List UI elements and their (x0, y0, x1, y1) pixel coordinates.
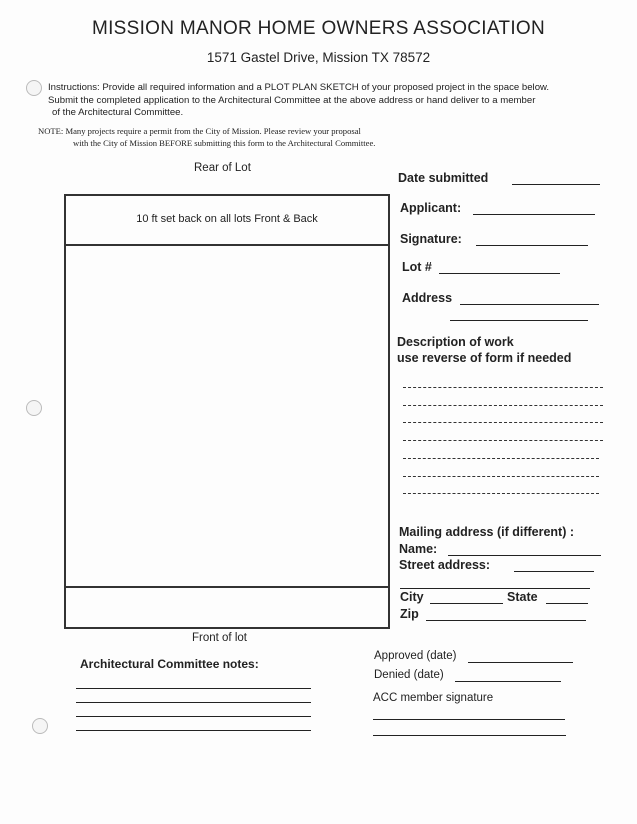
name-label: Name: (399, 542, 438, 556)
instructions-line: Instructions: Provide all required information and a PLOT PLAN SKETCH of your proposed project in the space below. (48, 82, 550, 93)
applicant-label: Applicant: (400, 201, 462, 215)
lot-number-field[interactable] (439, 273, 560, 274)
date-submitted-label: Date submitted (398, 171, 489, 185)
signature-label: Signature: (400, 232, 462, 246)
permit-note (38, 126, 598, 150)
mailing-address-label: Mailing address (if different) : (399, 525, 575, 539)
description-line[interactable] (403, 458, 599, 459)
applicant-field[interactable] (473, 214, 595, 215)
association-address: 1571 Gastel Drive, Mission TX 78572 (206, 50, 431, 65)
acc-signature-line[interactable] (373, 719, 565, 720)
city-label: City (400, 590, 424, 604)
zip-field[interactable] (426, 620, 586, 621)
punch-hole (26, 400, 42, 416)
instructions (48, 82, 608, 120)
description-line[interactable] (403, 440, 603, 441)
state-field[interactable] (546, 603, 588, 604)
street-address-label: Street address: (399, 558, 491, 572)
committee-notes-line[interactable] (76, 702, 311, 703)
committee-notes-line[interactable] (76, 716, 311, 717)
description-line[interactable] (403, 476, 599, 477)
description-line[interactable] (403, 387, 603, 388)
street-address-field-line2[interactable] (400, 588, 590, 589)
description-line[interactable] (403, 405, 603, 406)
state-label: State (507, 590, 538, 604)
instructions-line: Submit the completed application to the Architectural Committee at the above address or hand deliver to a member (48, 94, 536, 106)
note-line: with the City of Mission BEFORE submitting this form to the Architectural Committee. (73, 137, 376, 148)
front-of-lot-label: Front of lot (192, 632, 247, 644)
setback-text: 10 ft set back on all lots Front & Back (136, 213, 318, 225)
approved-label: Approved (date) (374, 650, 457, 662)
denied-label: Denied (date) (374, 669, 444, 681)
instructions-line: of the Architectural Committee. (52, 107, 184, 119)
address-field[interactable] (460, 304, 599, 305)
address-field-line2[interactable] (450, 320, 588, 321)
date-submitted-field[interactable] (512, 184, 600, 185)
lot-number-label: Lot # (402, 260, 432, 274)
rear-setback-area (66, 196, 388, 246)
city-field[interactable] (430, 603, 503, 604)
approved-date-field[interactable] (468, 662, 573, 663)
zip-label: Zip (400, 607, 419, 621)
street-address-field[interactable] (514, 571, 594, 572)
page-title: MISSION MANOR HOME OWNERS ASSOCIATION (91, 18, 546, 39)
address-label: Address (402, 291, 453, 305)
acc-signature-line[interactable] (373, 735, 566, 736)
description-line[interactable] (403, 422, 603, 423)
front-setback-line (66, 586, 388, 588)
rear-of-lot-label: Rear of Lot (194, 162, 251, 174)
committee-notes-line[interactable] (76, 688, 311, 689)
description-hint: use reverse of form if needed (397, 351, 572, 365)
acc-signature-label: ACC member signature (373, 692, 494, 704)
description-label: Description of work (397, 335, 514, 349)
name-field[interactable] (448, 555, 601, 556)
note-line: NOTE: Many projects require a permit from the City of Mission. Please review your proposal (38, 126, 361, 136)
description-line[interactable] (403, 493, 599, 494)
plot-plan-box[interactable] (64, 194, 390, 629)
signature-field[interactable] (476, 245, 588, 246)
denied-date-field[interactable] (455, 681, 561, 682)
punch-hole (26, 80, 42, 96)
punch-hole (32, 718, 48, 734)
committee-notes-label: Architectural Committee notes: (80, 657, 259, 671)
committee-notes-line[interactable] (76, 730, 311, 731)
